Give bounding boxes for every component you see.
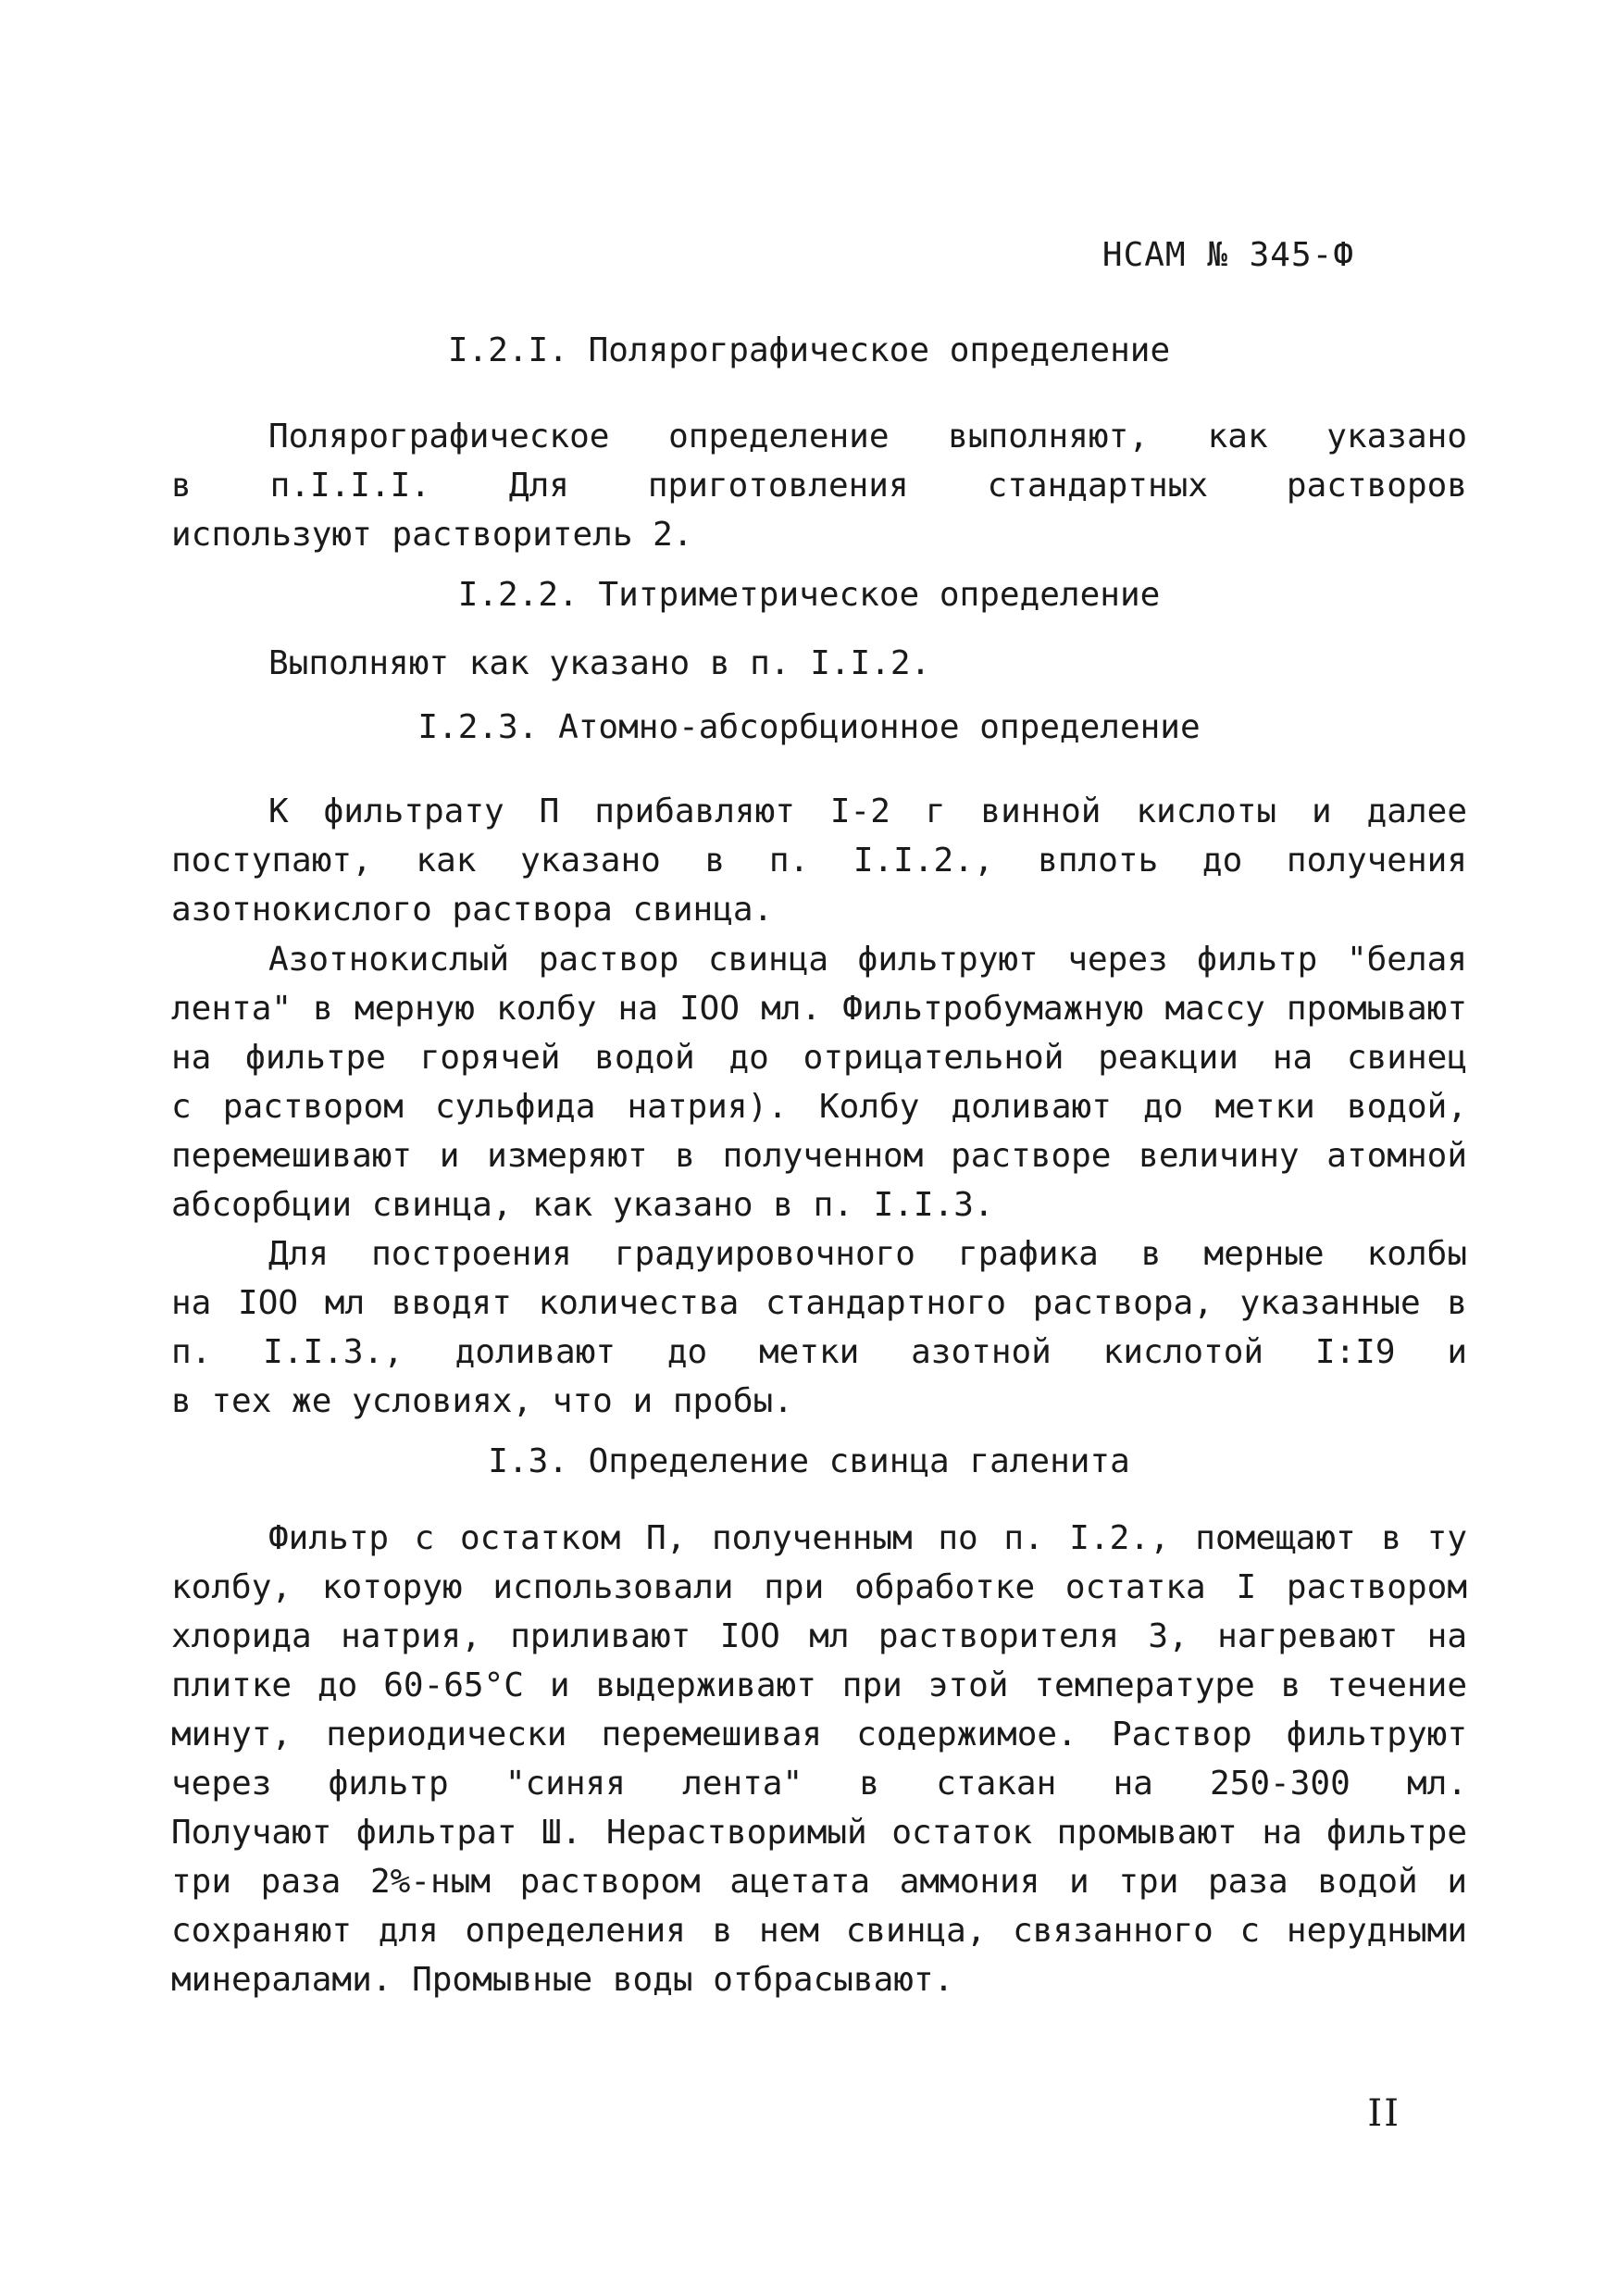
paragraph-polarographic (171, 412, 1467, 559)
paragraph-line: с раствором сульфида натрия). Колбу доливают до метки водой, (171, 1088, 1467, 1126)
paragraph-line: К фильтрату П прибавляют I-2 г винной кислоты и далее (268, 792, 1467, 830)
paragraph-line: минут, периодически перемешивая содержимое. Раствор фильтруют (171, 1716, 1467, 1753)
paragraph-aa-2 (171, 935, 1467, 1229)
page-number: II (1367, 2092, 1400, 2135)
paragraph-line: перемешивают и измеряют в полученном растворе величину атомной (171, 1137, 1467, 1175)
section-heading-galena: I.3. Определение свинца галенита (488, 1442, 1130, 1480)
paragraph-aa-1 (171, 787, 1467, 934)
paragraph-line: Получают фильтрат Ш. Нерастворимый остаток промывают на фильтре (171, 1814, 1467, 1852)
paragraph-galena (171, 1514, 1467, 2004)
paragraph-line: лента" в мерную колбу на IOO мл. Фильтробумажную массу промывают (171, 990, 1467, 1028)
paragraph-line: хлорида натрия, приливают IOO мл растворителя 3, нагревают на (171, 1617, 1467, 1655)
document-code: НСАМ № 345-Ф (1101, 236, 1354, 274)
paragraph-line: Выполняют как указано в п. I.I.2. (268, 644, 931, 682)
paragraph-line: три раза 2%-ным раствором ацетата аммония и три раза водой и (171, 1863, 1467, 1901)
paragraph-line: плитке до 60-65°С и выдерживают при этой температуре в течение (171, 1666, 1467, 1704)
section-heading-atomic-absorption: I.2.3. Атомно-абсорбционное определение (417, 708, 1201, 746)
paragraph-line: колбу, которую использовали при обработке остатка I раствором (171, 1568, 1467, 1606)
section-heading-titrimetric: I.2.2. Титриметрическое определение (457, 576, 1161, 614)
paragraph-aa-3 (171, 1229, 1467, 1426)
paragraph-line: сохраняют для определения в нем свинца, связанного с нерудными (171, 1912, 1467, 1950)
paragraph-line: через фильтр "синяя лента" в стакан на 250-300 мл. (171, 1765, 1467, 1803)
paragraph-line: в п.I.I.I. Для приготовления стандартных растворов (171, 467, 1467, 505)
paragraph-line: абсорбции свинца, как указано в п. I.I.3. (171, 1186, 994, 1224)
paragraph-line: азотнокислого раствора свинца. (171, 891, 774, 929)
paragraph-titrimetric (171, 639, 1467, 688)
paragraph-line: Для построения градуировочного графика в мерные колбы (268, 1235, 1467, 1273)
paragraph-line: п. I.I.3., доливают до метки азотной кислотой I:I9 и (171, 1333, 1467, 1371)
paragraph-line: Полярографическое определение выполняют, как указано (268, 418, 1467, 455)
paragraph-line: поступают, как указано в п. I.I.2., вплоть до получения (171, 842, 1467, 880)
paragraph-line: Азотнокислый раствор свинца фильтруют через фильтр "белая (268, 941, 1467, 979)
paragraph-line: в тех же условиях, что и пробы. (171, 1382, 793, 1420)
section-heading-polarographic: I.2.I. Полярографическое определение (447, 331, 1171, 369)
paragraph-line: на IOO мл вводят количества стандартного раствора, указанные в (171, 1284, 1467, 1322)
paragraph-line: минералами. Промывные воды отбрасывают. (171, 1961, 954, 1999)
paragraph-line: используют растворитель 2. (171, 516, 693, 554)
paragraph-line: на фильтре горячей водой до отрицательной реакции на свинец (171, 1039, 1467, 1077)
paragraph-line: Фильтр с остатком П, полученным по п. I.2., помещают в ту (268, 1519, 1467, 1557)
